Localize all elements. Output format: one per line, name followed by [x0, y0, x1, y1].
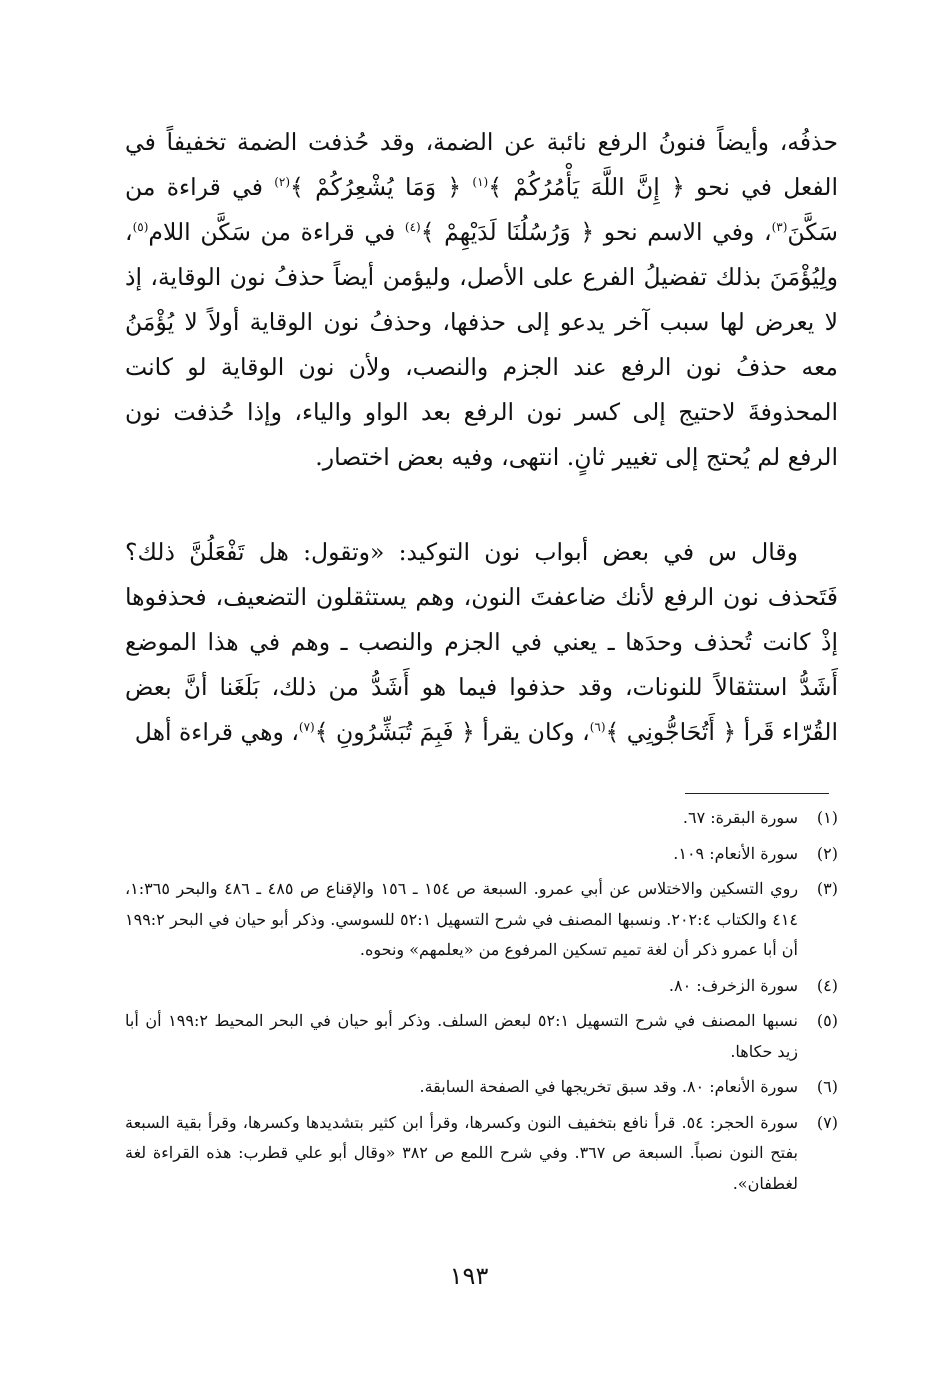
footnote-text: سورة الأنعام: ١٠٩.: [673, 843, 798, 863]
text-segment: ﴿ وَمَا يُشْعِرُكُمْ ﴾: [290, 173, 473, 201]
footnote-ref-1: (١): [472, 175, 489, 190]
footnote-text: سورة البقرة: ٦٧.: [682, 808, 798, 827]
footnote-text: سورة الحجر: ٥٤. قرأ نافع بتخفيف النون وكسرها، وقرأ ابن كثير بتشديدها وكسرها، وقرأ بقية السبعة بفتح النون نصباً. السبعة ص ٣٦٧. وفي شرح اللمع ص ٣٨٢ «وقال أبو علي قطرب: هذه القراءة لغة لغطفان».: [125, 1112, 799, 1193]
text-segment: ، وكان يقرأ ﴿ فَبِمَ تُبَشِّرُونِ ﴾: [314, 718, 590, 746]
footnote-item: [125, 1108, 838, 1200]
footnote-ref-6: (٦): [589, 720, 606, 735]
footnote-number: (٤): [816, 975, 838, 995]
footnote-ref-7: (٧): [298, 720, 315, 735]
paragraph-1-first-line: [125, 120, 838, 480]
footnote-text: نسبها المصنف في شرح التسهيل ٥٢:١ لبعض السلف. وذكر أبو حيان في البحر المحيط ١٩٩:٢ أن أبا زيد حكاها.: [125, 1011, 799, 1061]
text-segment: في قراءة من سَكَّنَ: [125, 173, 838, 246]
footnote-item: [125, 971, 838, 1002]
footnote-ref-4: (٤): [404, 220, 421, 235]
footnote-number: (٧): [816, 1112, 838, 1132]
text-segment: الفعل في نحو ﴿ إِنَّ اللَّهَ يَأْمُرُكُمْ ﴾: [488, 173, 838, 201]
footnote-text: سورة الأنعام: ٨٠. وقد سبق تخريجها في الصفحة السابقة.: [419, 1077, 798, 1096]
footnote-item: [125, 874, 838, 966]
paragraph-2: [125, 530, 838, 755]
paragraph-2-text: [125, 530, 838, 755]
text-segment: ،: [764, 218, 772, 246]
text-segment: ، ولِيُؤْمَنَ بذلك: [125, 218, 838, 291]
footnote-number: (١): [816, 808, 838, 827]
footnote-separator: [685, 793, 829, 794]
footnote-number: (٢): [816, 843, 838, 863]
text-line: حذفُه، وأيضاً فنونُ الرفع نائبة عن الضمة، وقد حُذفت الضمة تخفيفاً في: [125, 128, 838, 156]
text-segment: وقال س في بعض أبواب نون التوكيد: «وتقول: هل تَفْعَلُنَّ ذلك؟ فَتَحذف نون الرفع لأنك ضاعفتَ النون، وهم يستثقلون التضعيف، فحذفوها إذْ كانت تُحذف وحدَها ـ يعني في الجزم والنصب ـ وهم في هذا الموضع أَشَدُّ استثقالاً للنونات، وقد حذفوا فيما هو أَشَدُّ من ذلك، بَلَغَنا أنَّ بعض القُرّاء قَرأ ﴿ أَتُحَاجُّونِي ﴾: [125, 538, 838, 746]
text-segment: ، وهي قراءة أهل: [134, 718, 299, 746]
footnote-item: [125, 803, 838, 834]
footnote-item: [125, 1072, 838, 1103]
footnote-text: سورة الزخرف: ٨٠.: [668, 975, 798, 995]
text-segment: تفضيلُ الفرع على الأصل، وليؤمن أيضاً حذفُ نون الوقاية، إذ لا يعرض لها سبب آخر يدعو إلى حذفها، وحذفُ نون الوقاية أولاً لا يُؤْمَنُ معه حذفُ نون الرفع عند الجزم والنصب، ولأن نون الوقاية لو كانت المحذوفةَ لاحتيج إلى كسر نون الرفع بعد الواو والياء، وإذا حُذفت نون الرفع لم يُحتج إلى تغيير ثانٍ. انتهى، وفيه بعض اختصار.: [125, 263, 838, 471]
footnote-item: [125, 839, 838, 870]
page-number: ١٩٣: [449, 1262, 489, 1290]
footnotes: [125, 803, 838, 1204]
footnote-text: روي التسكين والاختلاس عن أبي عمرو. السبعة ص ١٥٤ ـ ١٥٦ والإقناع ص ٤٨٥ ـ ٤٨٦ والبحر ١:٣٦٥، ٤١٤ والكتاب ٢٠٢:٤. ونسبها المصنف في شرح التسهيل ٥٢:١ للسوسي. وذكر أبو حيان في البحر ١٩٩:٢ أن أبا عمرو ذكر أن لغة تميم تسكين المرفوع من «يعلمهم» ونحوه.: [125, 879, 799, 959]
footnote-number: (٣): [816, 879, 838, 898]
footnote-ref-5: (٥): [132, 220, 149, 235]
footnote-number: (٦): [816, 1077, 838, 1096]
footnote-number: (٥): [816, 1011, 838, 1030]
paragraph-1: [125, 120, 838, 480]
text-segment: في قراءة من سَكَّن اللام: [148, 218, 405, 246]
footnote-ref-3: (٣): [771, 220, 788, 235]
footnote-item: [125, 1006, 838, 1067]
footnote-ref-2: (٢): [274, 175, 291, 190]
text-segment: وفي الاسم نحو ﴿ وَرُسُلُنَا لَدَيْهِمْ ﴾: [420, 218, 755, 246]
